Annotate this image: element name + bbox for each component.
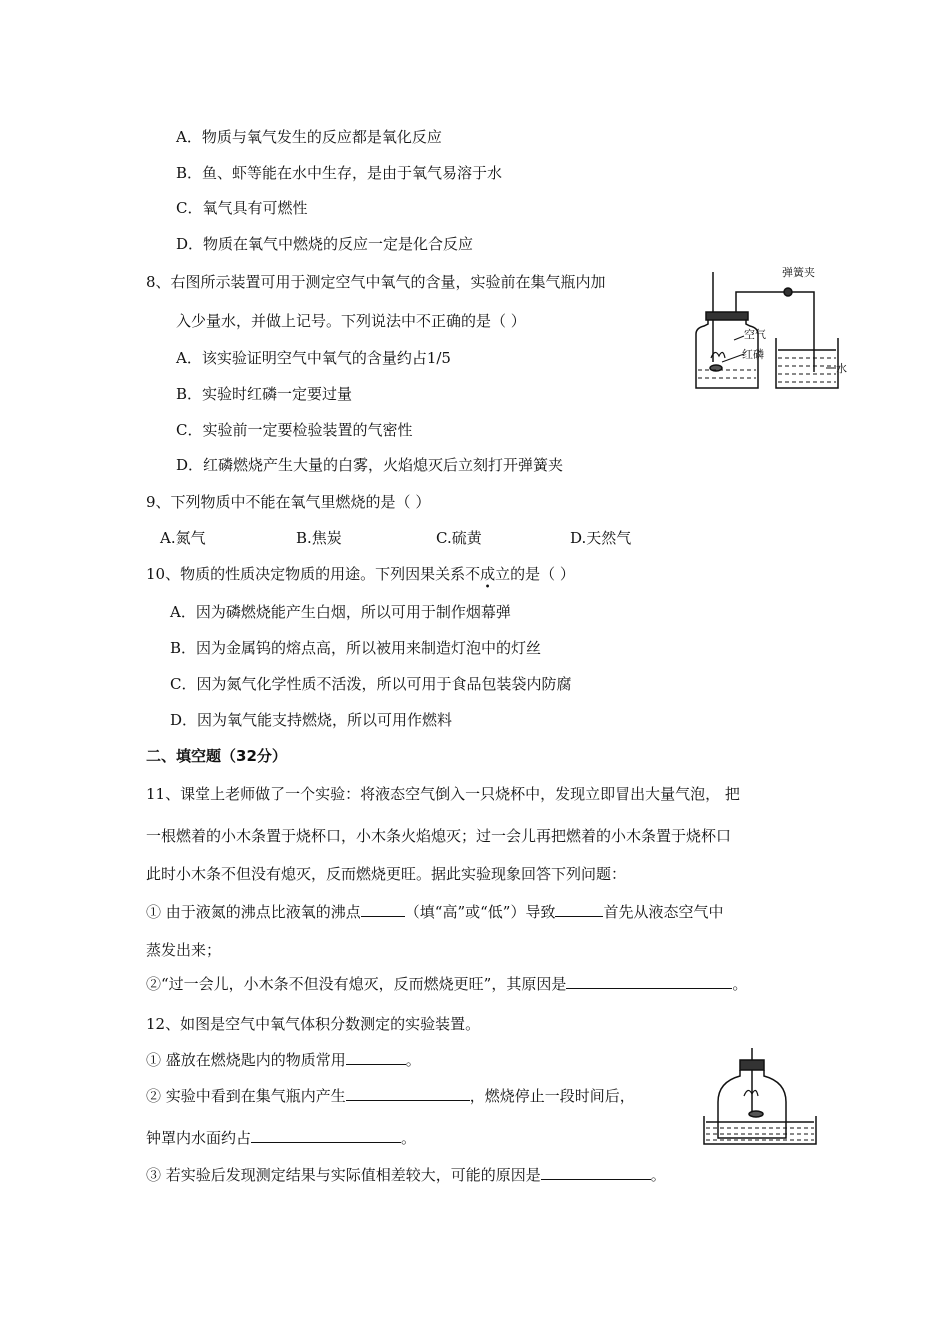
- q12-part2-post: ，燃烧停止一段时间后，: [469, 1087, 635, 1105]
- q11-part1-mid: （填“高”或“低”）导致: [404, 903, 556, 921]
- label-air: 空气: [744, 328, 766, 341]
- q11-part1-line2: 蒸发出来；: [146, 941, 222, 959]
- q12-blank-3[interactable]: [251, 1128, 401, 1143]
- q9-option-d: D.天然气: [570, 529, 632, 547]
- label-red-phosphorus: 红磷: [742, 348, 764, 361]
- q11-blank-1[interactable]: [361, 902, 405, 917]
- q12-part2-line2-post: 。: [401, 1129, 417, 1147]
- q12-apparatus-figure: [700, 1046, 820, 1146]
- q12-part2-line2: [146, 1128, 416, 1148]
- q11-part2: [146, 974, 747, 994]
- q11-part1-pre: ① 由于液氮的沸点比液氧的沸点: [146, 903, 361, 921]
- q7-option-b: B．鱼、虾等能在水中生存，是由于氧气易溶于水: [176, 164, 503, 182]
- q8-apparatus-figure: [686, 262, 850, 398]
- q10-option-b: B．因为金属钨的熔点高，所以被用来制造灯泡中的灯丝: [170, 639, 542, 657]
- q12-stem: 12、如图是空气中氧气体积分数测定的实验装置。: [146, 1015, 481, 1033]
- q12-blank-4[interactable]: [541, 1165, 651, 1180]
- q10-stem-post: 的是（ ）: [510, 565, 575, 583]
- q9-option-b: B.焦炭: [296, 529, 342, 547]
- q12-part2: [146, 1086, 635, 1106]
- q8-option-a: A．该实验证明空气中氧气的含量约占1/5: [176, 349, 451, 367]
- q11-line1: 11、课堂上老师做了一个实验：将液态空气倒入一只烧杯中，发现立即冒出大量气泡， 把: [146, 785, 740, 803]
- q12-part3-pre: ③ 若实验后发现测定结果与实际值相差较大，可能的原因是: [146, 1166, 541, 1184]
- q10-stem-pre: 10、物质的性质决定物质的用途。下列因果关系: [146, 565, 466, 583]
- q7-option-a: A．物质与氧气发生的反应都是氧化反应: [176, 128, 442, 146]
- q11-blank-2[interactable]: [555, 902, 603, 917]
- label-spring-clip: 弹簧夹: [782, 266, 815, 279]
- q10-option-d: D．因为氧气能支持燃烧，所以可用作燃料: [170, 711, 453, 729]
- q10-stem: [146, 564, 575, 584]
- q8-stem-line2: 入少量水，并做上记号。下列说法中不正确的是（ ）: [176, 312, 526, 330]
- q8-option-b: B．实验时红磷一定要过量: [176, 385, 353, 403]
- q12-blank-2[interactable]: [346, 1086, 470, 1101]
- q12-part2-line2-pre: 钟罩内水面约占: [146, 1129, 252, 1147]
- q11-blank-3[interactable]: [566, 974, 732, 989]
- q12-part1-post: 。: [405, 1051, 421, 1069]
- q10-stem-emphasis: 不成立: [465, 565, 511, 583]
- q11-part1-post: 首先从液态空气中: [603, 903, 724, 921]
- q12-part2-pre: ② 实验中看到在集气瓶内产生: [146, 1087, 346, 1105]
- q12-part3: [146, 1165, 666, 1185]
- label-water: 水: [836, 362, 847, 375]
- q12-part3-post: 。: [650, 1166, 666, 1184]
- q11-part2-pre: ②“过一会儿，小木条不但没有熄灭，反而燃烧更旺”，其原因是: [146, 975, 567, 993]
- q7-option-c: C．氧气具有可燃性: [176, 199, 308, 217]
- q12-blank-1[interactable]: [346, 1050, 406, 1065]
- q10-option-a: A．因为磷燃烧能产生白烟，所以可用于制作烟幕弹: [170, 603, 511, 621]
- q9-stem: 9、下列物质中不能在氧气里燃烧的是（ ）: [146, 493, 431, 511]
- q8-option-c: C．实验前一定要检验装置的气密性: [176, 421, 413, 439]
- q12-part1: [146, 1050, 421, 1070]
- q9-option-c: C.硫黄: [436, 529, 482, 547]
- q10-option-c: C．因为氮气化学性质不活泼，所以可用于食品包装袋内防腐: [170, 675, 572, 693]
- q8-stem-line1: 8、右图所示装置可用于测定空气中氧气的含量，实验前在集气瓶内加: [146, 273, 606, 291]
- q11-part2-post: 。: [732, 975, 748, 993]
- q11-line3: 此时小木条不但没有熄灭，反而燃烧更旺。据此实验现象回答下列问题：: [146, 865, 627, 883]
- q9-option-a: A.氮气: [160, 529, 206, 547]
- section-title: 二、填空题（32分）: [146, 747, 287, 765]
- q11-part1: [146, 902, 723, 922]
- q12-part1-pre: ① 盛放在燃烧匙内的物质常用: [146, 1051, 346, 1069]
- q7-option-d: D．物质在氧气中燃烧的反应一定是化合反应: [176, 235, 474, 253]
- q8-option-d: D．红磷燃烧产生大量的白雾，火焰熄灭后立刻打开弹簧夹: [176, 456, 564, 474]
- q11-line2: 一根燃着的小木条置于烧杯口，小木条火焰熄灭；过一会儿再把燃着的小木条置于烧杯口: [146, 827, 732, 845]
